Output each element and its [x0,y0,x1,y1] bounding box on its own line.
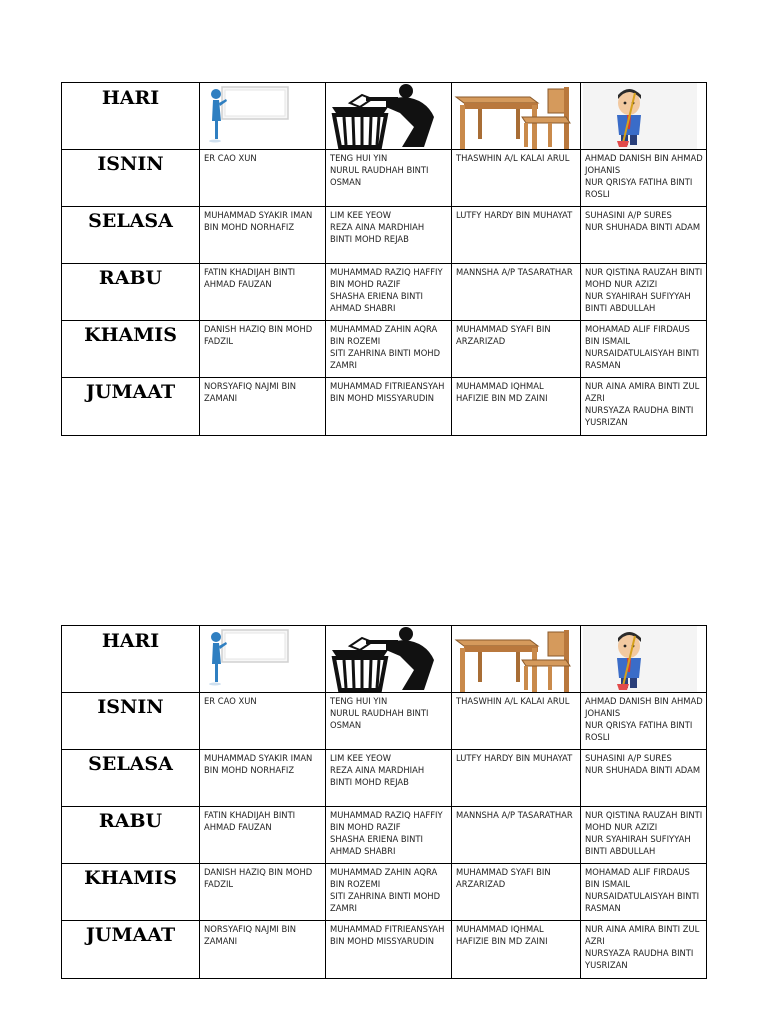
student-name: MUHAMMAD RAZIQ HAFFIY BIN MOHD RAZIF [330,810,443,832]
duty-names-cell [200,264,326,321]
trash-bin-icon [326,626,451,692]
duty-names-cell [326,264,452,321]
header-row [62,626,707,693]
desk-chair-icon [452,83,580,149]
duty-names-cell [452,264,581,321]
duty-names-cell [581,321,707,378]
duty-names-cell [200,378,326,436]
duty-names-cell [200,750,326,807]
student-name: ER CAO XUN [204,153,257,163]
duty-names-cell [452,207,581,264]
duty-names-cell [452,150,581,207]
duty-icon-cell-2 [326,83,452,150]
student-name: NURSYAZA RAUDHA BINTI YUSRIZAN [585,948,694,970]
duty-names-cell [452,378,581,436]
day-label: JUMAAT [62,378,200,436]
student-name: MUHAMMAD SYAFI BIN ARZARIZAD [456,324,551,346]
day-header-label: HARI [101,630,160,652]
day-label: KHAMIS [62,321,200,378]
duty-roster-table-1 [61,82,707,436]
day-row-jumaat [62,921,707,979]
day-label: JUMAAT [62,921,200,979]
day-label: RABU [62,807,200,864]
duty-names-cell [452,864,581,921]
duty-icon-cell-3 [452,83,581,150]
student-name: REZA AINA MARDHIAH BINTI MOHD REJAB [330,765,425,787]
day-header [62,626,200,693]
student-name: NUR QISTINA RAUZAH BINTI MOHD NUR AZIZI [585,267,703,289]
duty-names-cell [581,807,707,864]
student-name: THASWHIN A/L KALAI ARUL [456,153,570,163]
student-name: DANISH HAZIQ BIN MOHD FADZIL [204,324,313,346]
student-name: LUTFY HARDY BIN MUHAYAT [456,753,573,763]
duty-names-cell [581,150,707,207]
duty-names-cell [452,693,581,750]
student-name: REZA AINA MARDHIAH BINTI MOHD REJAB [330,222,425,244]
duty-names-cell [200,864,326,921]
duty-icon-cell-4 [581,83,707,150]
student-name: MUHAMMAD FITRIEANSYAH BIN MOHD MISSYARUDIN [330,381,445,403]
student-name: MANNSHA A/P TASARATHAR [456,810,573,820]
day-row-selasa [62,750,707,807]
duty-icon-cell-1 [200,83,326,150]
day-row-khamis [62,321,707,378]
duty-names-cell [326,921,452,979]
student-name: NURSYAZA RAUDHA BINTI YUSRIZAN [585,405,694,427]
student-name: FATIN KHADIJAH BINTI AHMAD FAUZAN [204,810,296,832]
student-name: AHMAD DANISH BIN AHMAD JOHANIS [585,696,703,718]
duty-roster-table-2 [61,625,707,979]
student-name: NUR SYAHIRAH SUFIYYAH BINTI ABDULLAH [585,834,691,856]
trash-bin-icon [326,83,451,149]
day-row-khamis [62,864,707,921]
student-name: MANNSHA A/P TASARATHAR [456,267,573,277]
duty-names-cell [326,693,452,750]
duty-names-cell [581,378,707,436]
student-name: MUHAMMAD RAZIQ HAFFIY BIN MOHD RAZIF [330,267,443,289]
student-name: SITI ZAHRINA BINTI MOHD ZAMRI [330,891,441,913]
duty-names-cell [326,321,452,378]
student-name: NORSYAFIQ NAJMI BIN ZAMANI [204,924,297,946]
duty-names-cell [200,921,326,979]
teacher-whiteboard-icon [200,83,325,149]
student-name: NUR SYAHIRAH SUFIYYAH BINTI ABDULLAH [585,291,691,313]
student-name: NORSYAFIQ NAJMI BIN ZAMANI [204,381,297,403]
duty-names-cell [200,693,326,750]
duty-icon-cell-2 [326,626,452,693]
student-name: SUHASINI A/P SURES [585,753,672,763]
duty-names-cell [581,864,707,921]
student-name: NUR AINA AMIRA BINTI ZUL AZRI [585,381,700,403]
duty-names-cell [581,207,707,264]
student-name: MOHAMAD ALIF FIRDAUS BIN ISMAIL [585,324,690,346]
student-name: SHASHA ERIENA BINTI AHMAD SHABRI [330,291,423,313]
day-label: SELASA [62,750,200,807]
day-label: SELASA [62,207,200,264]
student-name: SITI ZAHRINA BINTI MOHD ZAMRI [330,348,441,370]
duty-names-cell [200,150,326,207]
student-name: MUHAMMAD SYAKIR IMAN BIN MOHD NORHAFIZ [204,753,313,775]
student-name: SUHASINI A/P SURES [585,210,672,220]
student-name: NURUL RAUDHAH BINTI OSMAN [330,708,429,730]
duty-icon-cell-1 [200,626,326,693]
student-name: DANISH HAZIQ BIN MOHD FADZIL [204,867,313,889]
student-name: LIM KEE YEOW [330,210,392,220]
day-label: KHAMIS [62,864,200,921]
student-name: THASWHIN A/L KALAI ARUL [456,696,570,706]
desk-chair-icon [452,626,580,692]
duty-names-cell [200,207,326,264]
student-name: MUHAMMAD ZAHIN AQRA BIN ROZEMI [330,867,438,889]
student-name: MUHAMMAD IQHMAL HAFIZIE BIN MD ZAINI [456,381,548,403]
duty-names-cell [452,807,581,864]
day-row-isnin [62,150,707,207]
student-name: NUR QRISYA FATIHA BINTI ROSLI [585,177,693,199]
student-name: AHMAD DANISH BIN AHMAD JOHANIS [585,153,703,175]
duty-names-cell [452,321,581,378]
student-name: LIM KEE YEOW [330,753,392,763]
day-row-isnin [62,693,707,750]
duty-names-cell [326,864,452,921]
student-name: TENG HUI YIN [330,696,388,706]
student-name: MOHAMAD ALIF FIRDAUS BIN ISMAIL [585,867,690,889]
student-name: MUHAMMAD IQHMAL HAFIZIE BIN MD ZAINI [456,924,548,946]
student-name: TENG HUI YIN [330,153,388,163]
day-header-label: HARI [101,87,160,109]
duty-names-cell [326,378,452,436]
header-row [62,83,707,150]
duty-names-cell [581,921,707,979]
duty-names-cell [581,693,707,750]
student-name: ER CAO XUN [204,696,257,706]
student-name: NUR AINA AMIRA BINTI ZUL AZRI [585,924,700,946]
day-header [62,83,200,150]
day-row-rabu [62,264,707,321]
sweeping-student-icon [581,626,706,692]
student-name: FATIN KHADIJAH BINTI AHMAD FAUZAN [204,267,296,289]
day-row-jumaat [62,378,707,436]
student-name: MUHAMMAD ZAHIN AQRA BIN ROZEMI [330,324,438,346]
duty-names-cell [581,264,707,321]
student-name: NUR QRISYA FATIHA BINTI ROSLI [585,720,693,742]
day-label: ISNIN [62,150,200,207]
student-name: SHASHA ERIENA BINTI AHMAD SHABRI [330,834,423,856]
duty-icon-cell-3 [452,626,581,693]
duty-names-cell [326,750,452,807]
duty-names-cell [452,750,581,807]
duty-names-cell [326,807,452,864]
student-name: NUR SHUHADA BINTI ADAM [585,222,701,232]
student-name: MUHAMMAD SYAFI BIN ARZARIZAD [456,867,551,889]
student-name: LUTFY HARDY BIN MUHAYAT [456,210,573,220]
day-row-rabu [62,807,707,864]
student-name: NUR QISTINA RAUZAH BINTI MOHD NUR AZIZI [585,810,703,832]
duty-names-cell [200,321,326,378]
student-name: NURSAIDATULAISYAH BINTI RASMAN [585,891,700,913]
duty-names-cell [326,207,452,264]
student-name: MUHAMMAD SYAKIR IMAN BIN MOHD NORHAFIZ [204,210,313,232]
day-label: RABU [62,264,200,321]
duty-names-cell [581,750,707,807]
sweeping-student-icon [581,83,706,149]
duty-names-cell [452,921,581,979]
duty-icon-cell-4 [581,626,707,693]
duty-names-cell [326,150,452,207]
teacher-whiteboard-icon [200,626,325,692]
student-name: MUHAMMAD FITRIEANSYAH BIN MOHD MISSYARUDIN [330,924,445,946]
student-name: NURUL RAUDHAH BINTI OSMAN [330,165,429,187]
duty-names-cell [200,807,326,864]
student-name: NUR SHUHADA BINTI ADAM [585,765,701,775]
day-label: ISNIN [62,693,200,750]
student-name: NURSAIDATULAISYAH BINTI RASMAN [585,348,700,370]
day-row-selasa [62,207,707,264]
